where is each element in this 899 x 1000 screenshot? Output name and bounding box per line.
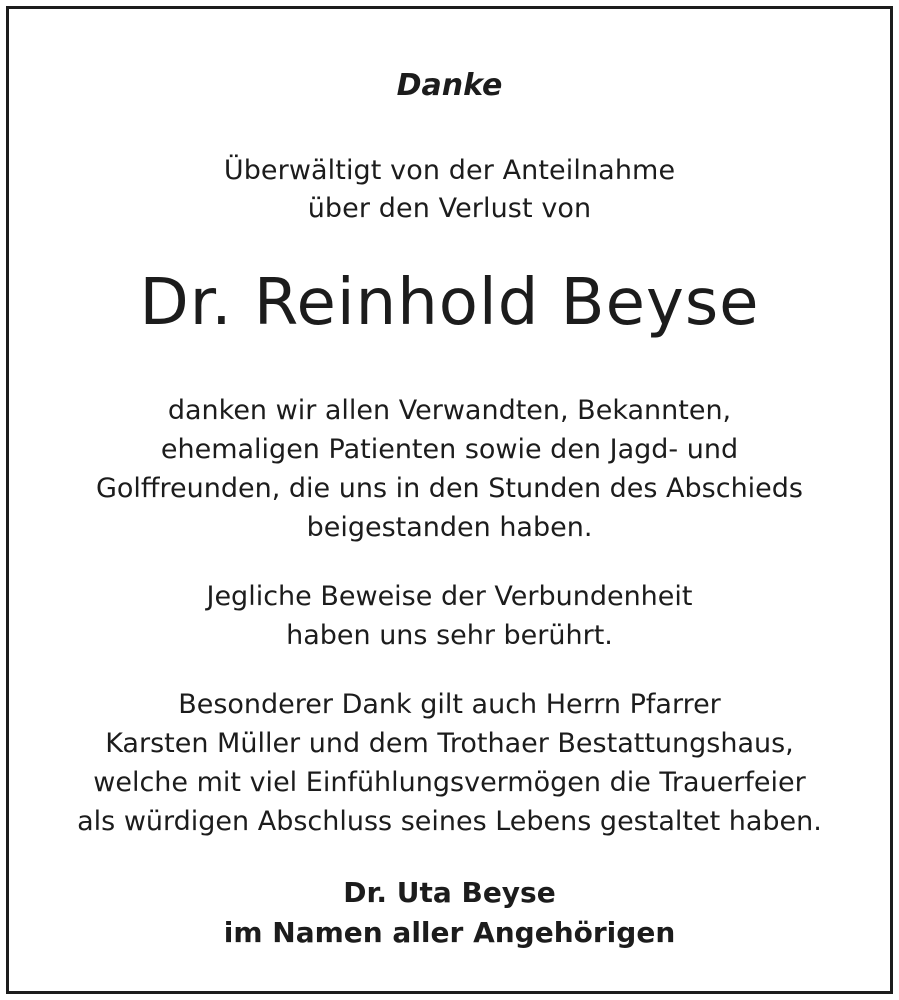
special-line-1: Besonderer Dank gilt auch Herrn Pfarrer (178, 689, 721, 720)
thanks-line-4: beigestanden haben. (306, 512, 593, 543)
notice-heading: Danke (396, 68, 503, 103)
thanks-line-2: ehemaligen Patienten sowie den Jagd- und (160, 434, 739, 465)
thanks-line-3: Golffreunden, die uns in den Stunden des Abschieds (95, 473, 803, 504)
thanks-line-1: danken wir allen Verwandten, Bekannten, (167, 395, 732, 426)
moved-line-2: haben uns sehr berührt. (286, 620, 613, 651)
obituary-notice-frame (6, 6, 893, 994)
signature-name: Dr. Uta Beyse (343, 876, 556, 909)
deceased-name: Dr. Reinhold Beyse (139, 266, 760, 340)
signature-subtitle: im Namen aller Angehörigen (223, 916, 676, 949)
special-line-3: welche mit viel Einfühlungsvermögen die Trauerfeier (93, 767, 806, 798)
intro-line-1: Überwältigt von der Anteilnahme (223, 155, 676, 186)
special-line-2: Karsten Müller und dem Trothaer Bestattungshaus, (105, 728, 794, 759)
special-line-4: als würdigen Abschluss seines Lebens gestaltet haben. (77, 806, 822, 837)
intro-line-2: über den Verlust von (307, 193, 592, 224)
moved-line-1: Jegliche Beweise der Verbundenheit (206, 581, 693, 612)
